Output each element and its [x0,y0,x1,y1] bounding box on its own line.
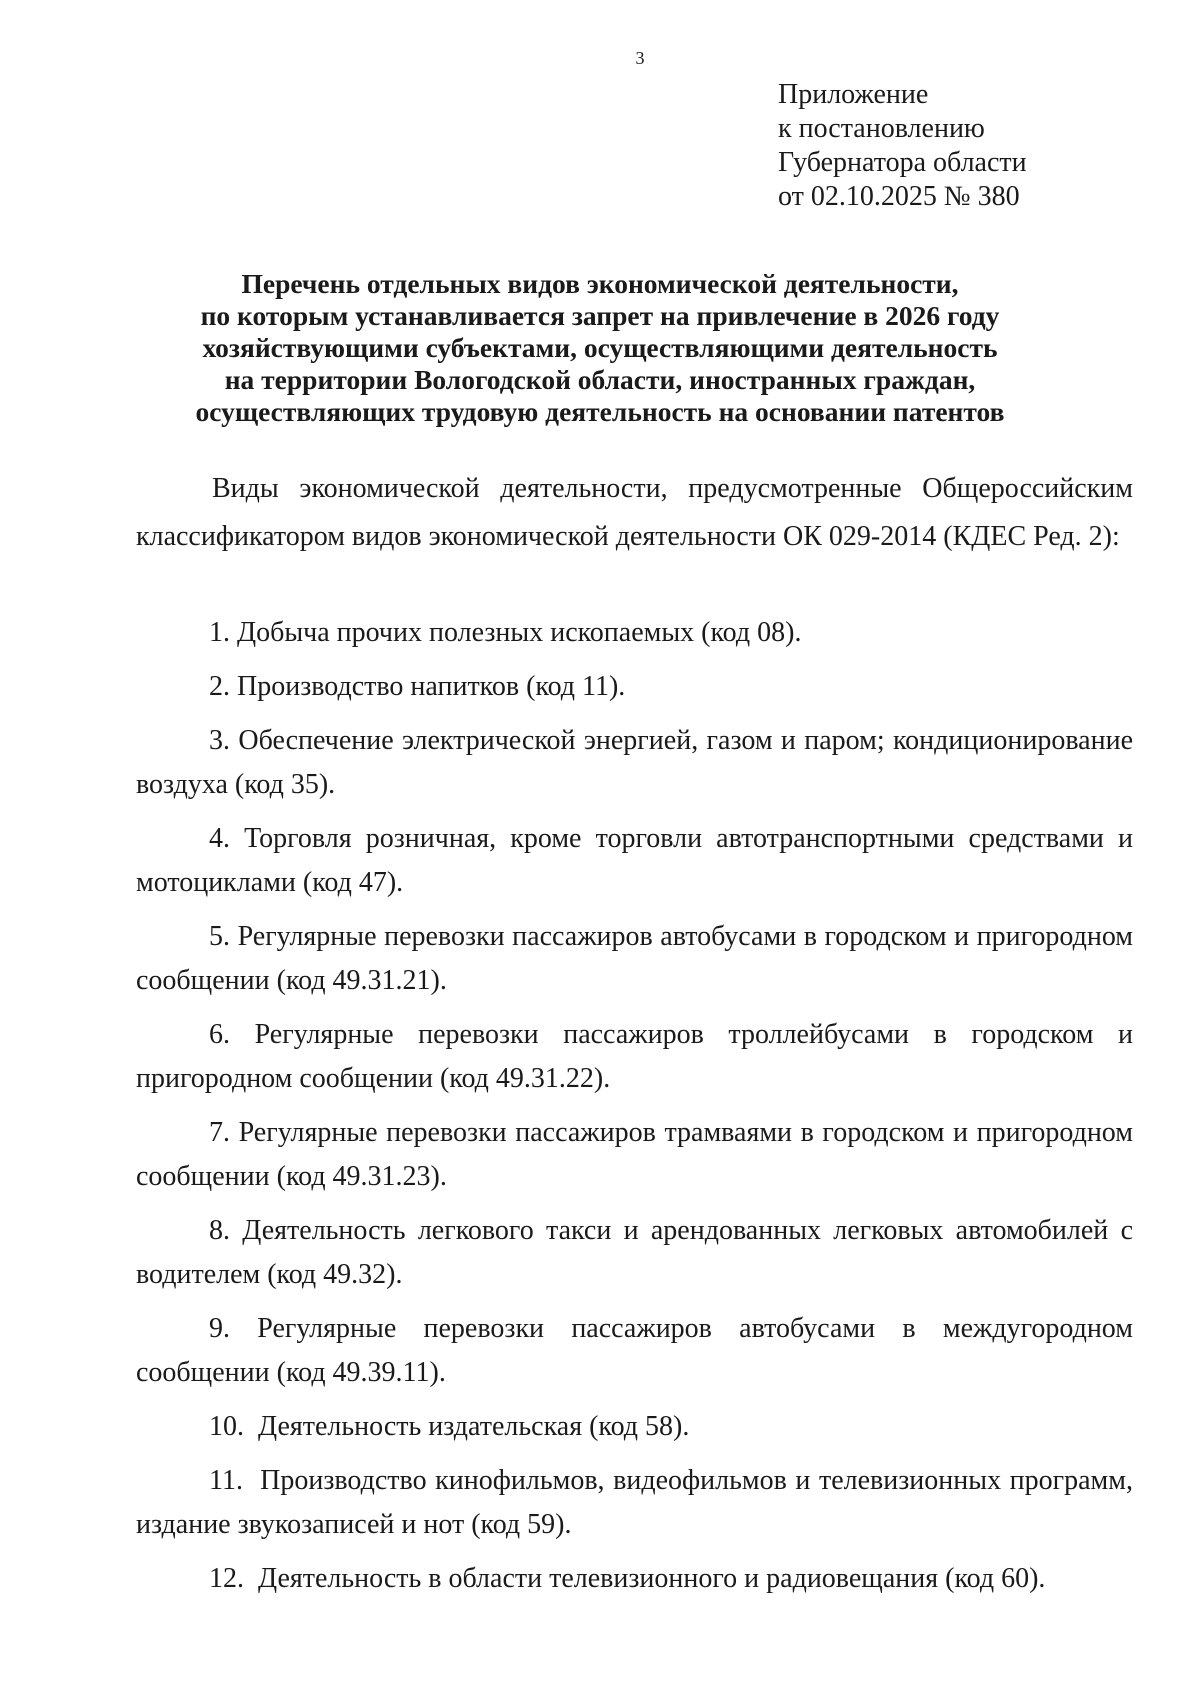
list-item [136,1209,1133,1297]
item-text: Деятельность издательская (код 58). [258,1411,690,1442]
list-item [136,915,1133,1003]
list-item [136,1459,1133,1547]
item-text: Регулярные перевозки пассажиров трамваями в городском и пригородном сообщении (код 49.31.23). [136,1117,1133,1192]
list-item [136,1111,1133,1199]
item-text: Регулярные перевозки пассажиров автобусами в городском и пригородном сообщении (код 49.31.21). [136,921,1134,996]
title-line: на территории Вологодской области, иностранных граждан, [224,364,976,395]
item-text: Добыча прочих полезных ископаемых (код 08). [237,617,802,648]
item-number: 7. [209,1117,239,1148]
document-title [0,268,1200,428]
intro-paragraph: Виды экономической деятельности, предусмотренные Общероссийским классификатором видов экономической деятельности ОК 029-2014 (КДЕС Ред. 2): [136,473,1133,552]
title-line: по которым устанавливается запрет на привлечение в 2026 году [200,300,1000,331]
item-number: 1. [209,617,237,648]
appendix-line: от 02.10.2025 № 380 [778,181,1020,212]
item-text: Регулярные перевозки пассажиров автобусами в междугородном сообщении (код 49.39.11). [136,1313,1133,1388]
item-number: 2. [209,671,237,702]
list-item [136,1557,1133,1601]
item-number: 3. [209,725,239,756]
appendix-line: к постановлению [778,113,985,144]
item-number: 4. [209,823,245,854]
title-line: осуществляющих трудовую деятельность на основании патентов [195,396,1005,427]
list-item [136,817,1133,905]
item-number: 8. [209,1215,243,1246]
appendix-line: Приложение [778,79,929,110]
item-number: 9. [209,1313,258,1344]
list-item [136,1013,1133,1101]
item-text: Производство кинофильмов, видеофильмов и телевизионных программ, издание звукозаписей и нот (код 59). [136,1465,1133,1540]
item-text: Регулярные перевозки пассажиров троллейбусами в городском и пригородном сообщении (код 49.31.22). [136,1019,1133,1094]
list-item [136,611,1133,655]
list-item [136,1405,1133,1449]
item-number: 12. [209,1563,258,1594]
item-number: 5. [209,921,238,952]
appendix-line: Губернатора области [778,147,1027,178]
title-line: Перечень отдельных видов экономической деятельности, [241,268,959,299]
list-item [136,719,1133,807]
item-number: 10. [209,1411,258,1442]
list-item [136,665,1133,709]
item-text: Торговля розничная, кроме торговли автотранспортными средствами и мотоциклами (код 47). [136,823,1134,898]
page-number: 3 [635,48,645,68]
appendix-header [778,78,1027,214]
list-item [136,1307,1133,1395]
item-text: Обеспечение электрической энергией, газом и паром; кондиционирование воздуха (код 35). [136,725,1134,800]
title-line: хозяйствующими субъектами, осуществляющими деятельность [202,332,998,363]
item-text: Деятельность легкового такси и арендованных легковых автомобилей с водителем (код 49.32). [136,1215,1133,1290]
activity-list [136,611,1133,1611]
item-text: Деятельность в области телевизионного и радиовещания (код 60). [258,1563,1046,1594]
item-text: Производство напитков (код 11). [237,671,626,702]
item-number: 6. [209,1019,255,1050]
item-number: 11. [209,1465,261,1496]
